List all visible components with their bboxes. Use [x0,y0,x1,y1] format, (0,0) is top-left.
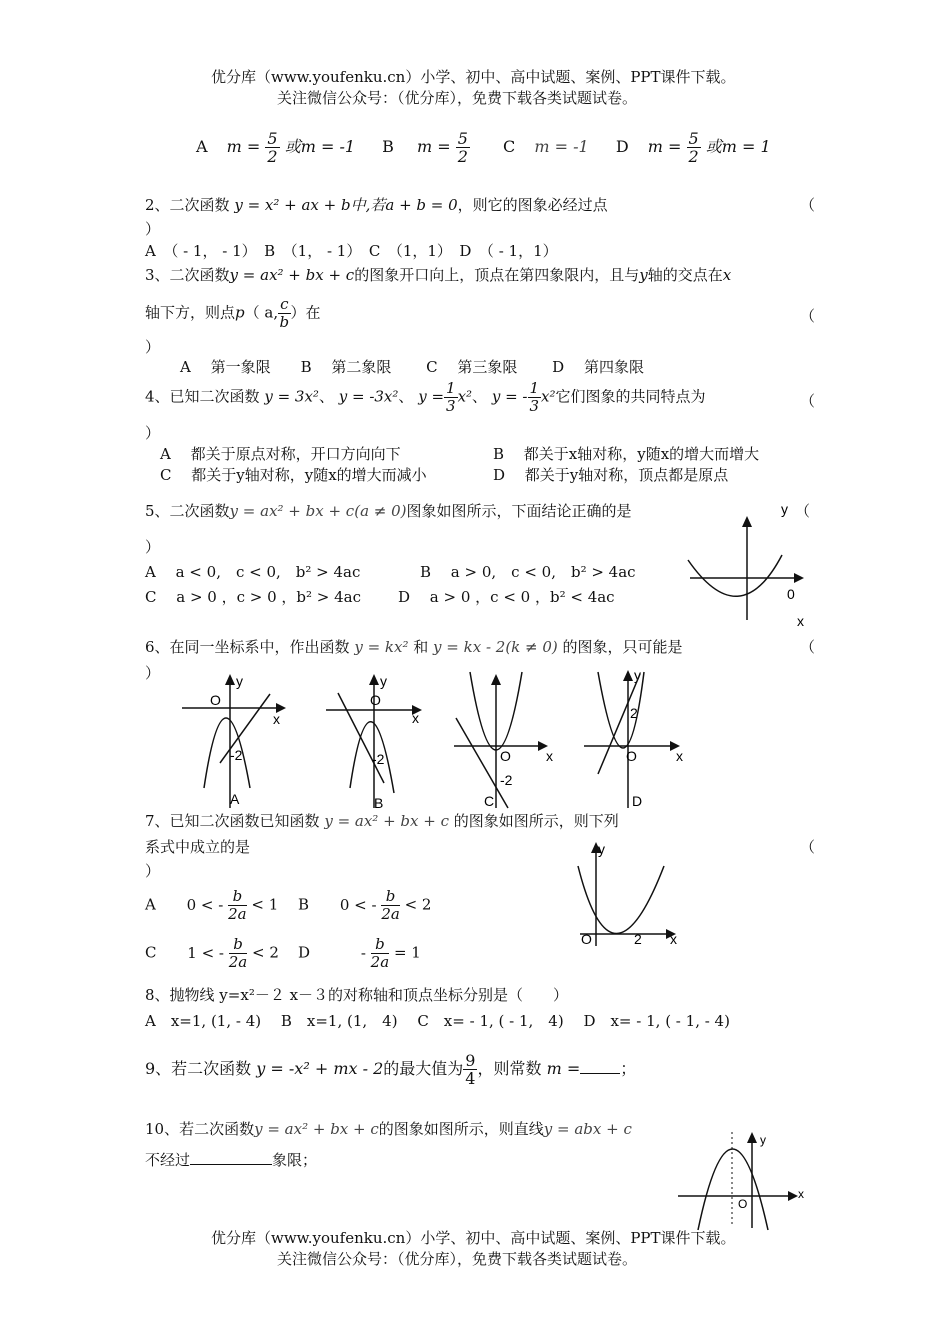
q7-line-2: 系式中成立的是 [145,838,251,856]
q7-paren-close: ） [145,862,161,880]
q6-graph-c-x: x [546,748,553,764]
q6-stem: 6、在同一坐标系中，作出函数 y = kx² 和 y = kx - 2(k ≠ 0) 的图象，只可能是 [145,638,683,656]
q6-graph-a-letter: A [230,791,240,807]
q3-paren-open: （ [800,307,816,325]
header-line-1: 优分库（www.youfenku.cn）小学、初中、高中试题、案例、PPT课件下载。 [211,68,736,86]
q6-graph-a-x: x [273,711,280,727]
q7-graph-o-label: O [581,931,592,947]
q2-paren-close: ） [145,220,161,238]
q1-option-d-math-2: 或m = 1 [705,137,771,156]
q6-graph-b [322,668,442,814]
q2-math: y = x² + ax + b中,若a + b = 0 [234,196,458,214]
q4-option-a: A 都关于原点对称，开口方向向下 [160,445,401,463]
q6-graph-d-letter: D [632,793,643,809]
q1-option-d-math: m = [647,137,682,156]
q8-stem: 8、抛物线 y=x²－２ x－３的对称轴和顶点坐标分别是（ ） [145,986,569,1004]
q7-option-c: C 1 < - $\frac{b}{2a}$ < 2 [145,935,279,971]
q5-option-a: A a < 0, c < 0, b² > 4ac [145,563,361,581]
q1-option-b-math: m = [417,137,451,156]
q6-graph-c-origin: O [500,748,511,764]
q10-stem: 10、若二次函数y = ax² + bx + c的图象如图所示，则直线y = abx + c [145,1120,632,1138]
q6-graph-a-origin: O [210,692,221,708]
q5-option-d: D a > 0 ，c < 0 ，b² < 4ac [398,588,615,606]
q6-paren-open: （ [800,638,816,656]
q2-stem: 2、二次函数 y = x² + ax + b中,若a + b = 0，则它的图象必经过点 [145,196,608,214]
q6-graph-b-mark: -2 [372,751,385,767]
q3-options: A 第一象限 B 第二象限 C 第三象限 D 第四象限 [180,358,644,376]
q3-math: y = ax² + bx + c [229,266,355,284]
q6-graph-c-mark: -2 [500,772,513,788]
q6-graph-c-letter: C [484,793,495,809]
q10-answer-blank[interactable] [190,1164,272,1165]
q6-graph-d [580,664,700,810]
q7-graph [572,836,692,948]
q5-graph [680,500,810,632]
q6-graph-b-x: x [412,710,419,726]
q7-graph-x-label: x [670,931,677,947]
q4-paren-close: ） [145,424,161,442]
q1-option-a-math: m = [226,137,261,156]
footer-line-1: 优分库（www.youfenku.cn）小学、初中、高中试题、案例、PPT课件下载。 [211,1229,736,1247]
q6-graph-a-mark: -2 [230,747,243,763]
q6-graph-b-letter: B [374,795,384,811]
q4-option-d: D 都关于y轴对称，顶点都是原点 [493,466,729,484]
q5-graph-x-label: x [797,613,804,629]
q9-answer-blank[interactable] [580,1073,620,1074]
q3-line-2: 轴下方，则点p（ a, $\frac{c}{b}$ ）在 [145,295,321,331]
q10-graph-o-label: O [738,1197,748,1211]
q6-paren-close: ） [145,664,161,682]
q4-paren-open: （ [800,392,816,410]
q1-option-b-letter: B [382,137,394,156]
q7-option-b: B 0 < - $\frac{b}{2a}$ < 2 [298,887,432,923]
q5-option-b: B a > 0, c < 0, b² > 4ac [420,563,636,581]
q10-graph-y-label: y [760,1133,766,1147]
q5-paren-close: ） [145,538,161,556]
q5-graph-y-label: y [781,501,788,517]
q6-graph-d-y: y [634,667,641,683]
q6-graph-a [178,668,298,810]
q5-option-c: C a > 0 ，c > 0 ，b² > 4ac [145,588,362,606]
q7-paren-open: （ [800,838,816,856]
q1-option-d-fraction: $\frac{5}{2}$ [688,129,699,166]
q1-option-c-math: m = -1 [534,137,589,156]
q6-graph-d-x: x [676,748,683,764]
q6-graph-b-y: y [380,673,387,689]
q6-graph-d-mark: 2 [630,705,638,721]
q9-stem: 9、若二次函数 y = -x² + mx - 2的最大值为 $\frac{9}{4}$ ，则常数 m = ； [145,1051,637,1088]
q5-graph-origin-label: 0 [787,586,795,602]
q4-option-b: B 都关于x轴对称，y随x的增大而增大 [493,445,760,463]
q3-paren-close: ） [145,338,161,356]
q1-option-a-fraction: $\frac{5}{2}$ [267,129,278,166]
q7-graph-two-label: 2 [634,931,642,947]
q5-paren-open: （ [795,502,811,520]
q2-options: A （ - 1， - 1） B （1， - 1） C （1，1） D （ - 1，1） [145,242,558,260]
q10-line-2: 不经过 象限； [145,1151,318,1169]
q1-option-b-fraction: $\frac{5}{2}$ [457,129,468,166]
q4-option-c: C 都关于y轴对称，y随x的增大而减小 [160,466,427,484]
q7-stem: 7、已知二次函数已知函数 y = ax² + bx + c 的图象如图所示，则下列 [145,812,619,830]
header-line-2: 关注微信公众号：（优分库），免费下载各类试题试卷。 [277,89,638,107]
q3-stem: 3、二次函数y = ax² + bx + c的图象开口向上，顶点在第四象限内，且与y轴的交点在x [145,266,732,284]
q1-option-a-math-2: 或m = -1 [284,137,356,156]
q1-option-d-letter: D [615,137,629,156]
q1-option-c-letter: C [503,137,516,156]
q10-graph [676,1128,810,1232]
q6-graph-d-origin: O [626,748,637,764]
q1-options [196,130,771,165]
q10-graph-x-label: x [798,1187,804,1201]
q1-option-a-letter: A [196,137,208,156]
q7-option-a: A 0 < - $\frac{b}{2a}$ < 1 [145,887,279,923]
q7-option-d: D - $\frac{b}{2a}$ = 1 [298,935,421,971]
footer-line-2: 关注微信公众号：（优分库），免费下载各类试题试卷。 [277,1250,638,1268]
q6-graph-a-y: y [236,673,243,689]
q8-options: A x=1, (1, - 4) B x=1, (1, 4) C x= - 1, ( - 1, 4) D x= - 1, ( - 1, - 4) [145,1012,730,1030]
q7-graph-y-label: y [598,841,605,857]
q6-graph-c [448,668,568,810]
q5-stem: 5、二次函数y = ax² + bx + c(a ≠ 0)图象如图所示，下面结论正确的是 [145,502,632,520]
q6-graph-b-origin: O [370,692,381,708]
q2-paren-open: （ [800,196,816,214]
q4-stem: 4、已知二次函数 y = 3x²、 y = -3x²、 y = $\frac{1}{3}$ x²、 y = - $\frac{1}{3}$ x²它们图象的共同特点为 [145,379,706,415]
